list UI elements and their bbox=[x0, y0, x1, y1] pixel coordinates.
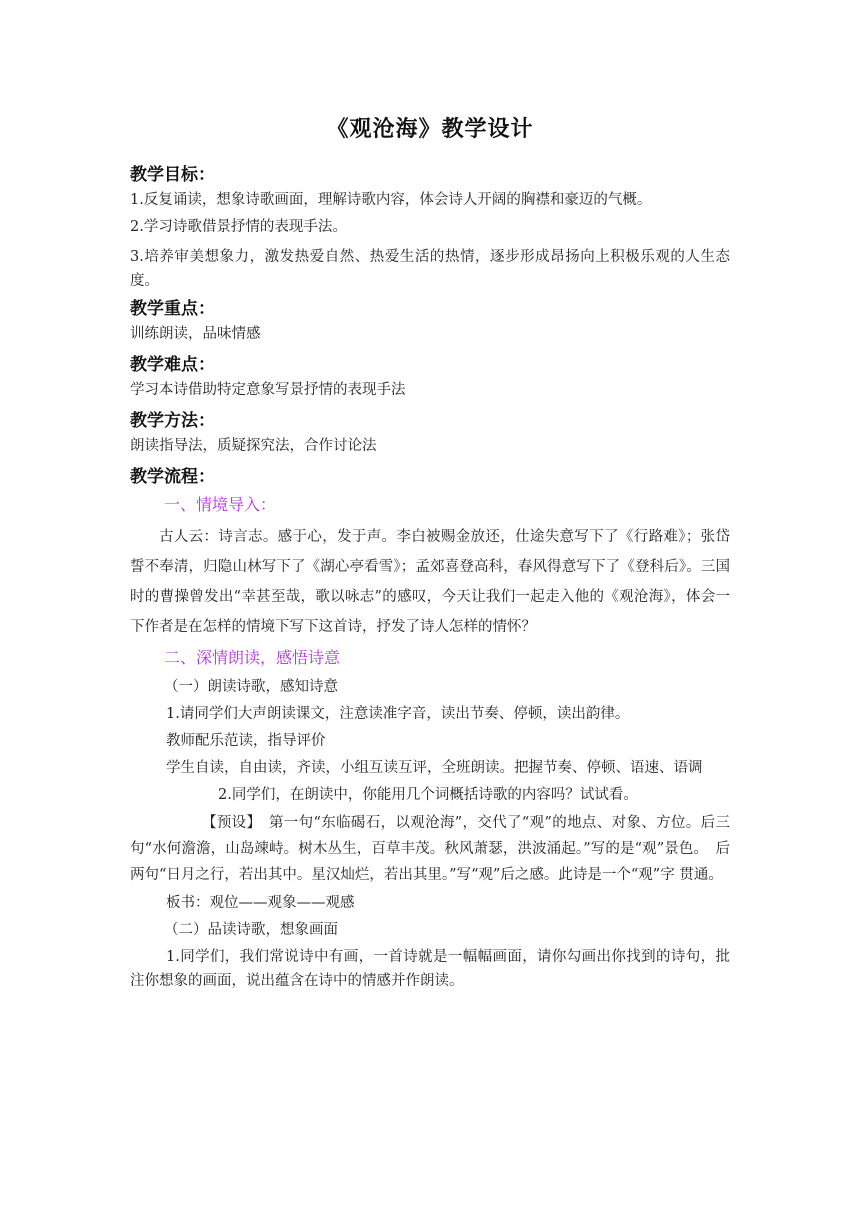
method-heading: 教学方法： bbox=[130, 411, 215, 431]
focus-heading: 教学重点： bbox=[130, 299, 215, 319]
goal-item-2: 2.学习诗歌借景抒情的表现手法。 bbox=[130, 219, 347, 235]
part2-item-1: 1.同学们，我们常说诗中有画，一首诗就是一幅幅画面，请你勾画出你找到的诗句，批注你想象的画面，说出蕴含在诗中的情感并作朗读。 bbox=[130, 949, 730, 989]
page-title: 《观沧海》教学设计 bbox=[326, 117, 534, 142]
preset-text: 【预设】 第一句“东临碣石，以观沧海”，交代了“观”的地点、对象、方位。后三句“水何澹澹，山岛竦峙。树木丛生，百草丰茂。秋风萧瑟，洪波涌起。”写的是“观”景色。 后两句“日月之行，若出其中。星汉灿烂，若出其里。”写“观”后之感。此诗是一个“观”字 贯通。 bbox=[130, 815, 730, 883]
goal-item-3: 3.培养审美想象力，激发热爱自然、热爱生活的热情，逐步形成昂扬向上积极乐观的人生态度。 bbox=[130, 249, 730, 289]
step2-title: 二、深情朗读，感悟诗意 bbox=[164, 648, 341, 667]
part1-item-1c: 学生自读，自由读，齐读，小组互读互评，全班朗读。把握节奏、停顿、语速、语调 bbox=[166, 760, 703, 776]
focus-text: 训练朗读，品味情感 bbox=[130, 326, 261, 342]
goals-heading: 教学目标： bbox=[130, 165, 215, 185]
process-heading: 教学流程： bbox=[130, 467, 215, 487]
document-body bbox=[130, 162, 730, 996]
goal-item-1: 1.反复诵读，想象诗歌画面，理解诗歌内容，体会诗人开阔的胸襟和豪迈的气概。 bbox=[130, 192, 652, 208]
step1-title: 一、情境导入： bbox=[164, 495, 277, 514]
board-text: 板书：观位——观象——观感 bbox=[166, 895, 355, 911]
part1-item-1b: 教师配乐范读，指导评价 bbox=[166, 733, 326, 749]
part2-title: （二）品读诗歌，想象画面 bbox=[164, 922, 338, 938]
part1-title: （一）朗读诗歌，感知诗意 bbox=[164, 679, 338, 695]
difficulty-heading: 教学难点： bbox=[130, 355, 215, 375]
method-text: 朗读指导法，质疑探究法，合作讨论法 bbox=[130, 438, 377, 454]
part1-item-1: 1.请同学们大声朗读课文，注意读准字音，读出节奏、停顿，读出韵律。 bbox=[166, 706, 630, 722]
step1-text: 古人云：诗言志。感于心，发于声。李白被赐金放还，仕途失意写下了《行路难》；张岱誓不奉清，归隐山林写下了《湖心亭看雪》；孟郊喜登高科，春风得意写下了《登科后》。三国时的曹操曾发出“幸甚至哉，歌以咏志”的感叹，今天让我们一起走入他的《观沧海》，体会一下作者是在怎样的情境下写下这首诗，抒发了诗人怎样的情怀？ bbox=[130, 529, 730, 635]
difficulty-text: 学习本诗借助特定意象写景抒情的表现手法 bbox=[130, 382, 406, 398]
part1-item-2: 2.同学们，在朗读中，你能用几个词概括诗歌的内容吗？试试看。 bbox=[218, 787, 638, 803]
